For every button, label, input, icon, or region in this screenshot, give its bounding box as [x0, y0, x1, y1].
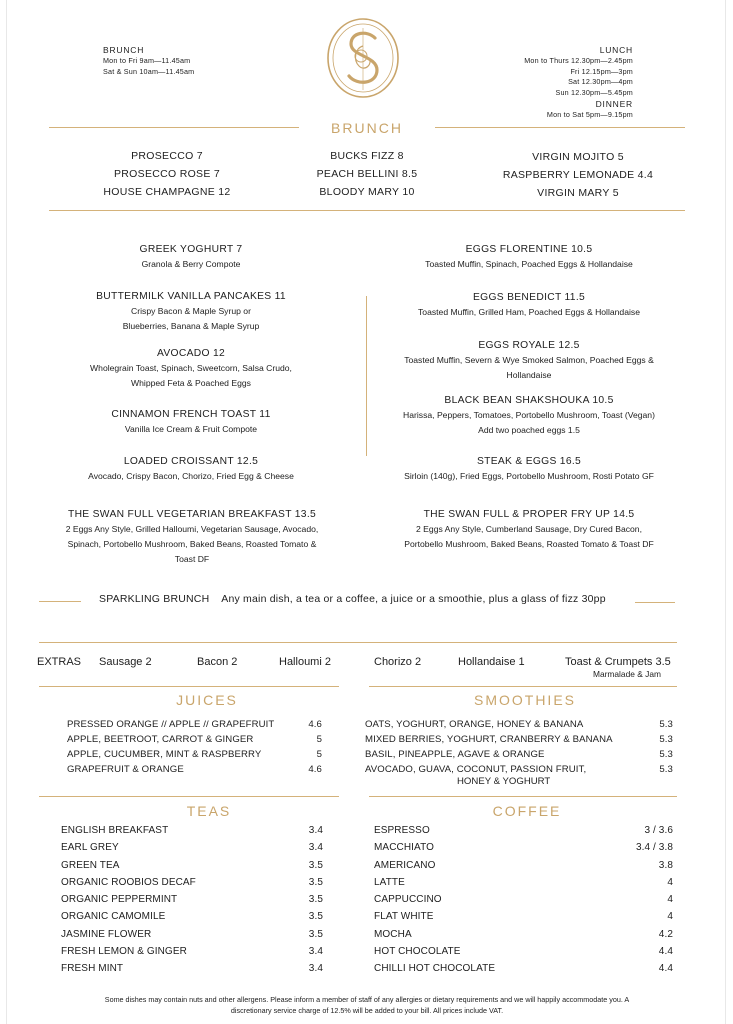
dish-title: EGGS BENEDICT 11.5 [472, 292, 586, 303]
dish-item [41, 347, 341, 391]
lunch-hours-heading: LUNCH [599, 45, 633, 55]
item-price: 4.2 [658, 928, 673, 940]
dish-desc: 2 Eggs Any Style, Cumberland Sausage, Dry Cured Bacon, [416, 524, 642, 534]
item-price: 4 [667, 876, 673, 888]
list-item [374, 926, 673, 943]
item-price: 4.4 [658, 946, 673, 958]
dish-item [41, 408, 341, 437]
divider [49, 127, 299, 128]
dish-desc: Crispy Bacon & Maple Syrup or [131, 306, 251, 316]
item-price: 5 [316, 734, 322, 745]
drinks-column-1 [67, 147, 267, 201]
lunch-hours-line: Fri 12.15pm—3pm [570, 66, 633, 76]
list-item [61, 839, 323, 856]
drink-item: BUCKS FIZZ 8 [330, 150, 404, 162]
divider [39, 796, 339, 797]
juices-list [67, 717, 322, 777]
list-item [67, 717, 322, 732]
lunch-dinner-hours [524, 44, 633, 121]
dish-desc: Blueberries, Banana & Maple Syrup [122, 321, 260, 331]
item-name: ESPRESSO [374, 825, 430, 836]
list-item [61, 960, 323, 977]
divider [39, 642, 677, 643]
item-price: 3.4 [308, 825, 323, 836]
dish-title: STEAK & EGGS 16.5 [476, 456, 582, 467]
dish-desc: 2 Eggs Any Style, Grilled Halloumi, Vegetarian Sausage, Avocado, [65, 524, 319, 534]
dish-title: BLACK BEAN SHAKSHOUKA 10.5 [444, 395, 614, 406]
dish-title: EGGS FLORENTINE 10.5 [465, 244, 593, 255]
item-price: 3.5 [308, 928, 323, 940]
item-price: 5.3 [659, 749, 673, 760]
coffee-list [374, 822, 673, 978]
drinks-column-3 [473, 148, 683, 202]
drink-item: RASPBERRY LEMONADE 4.4 [502, 169, 654, 181]
dish-item [379, 243, 679, 272]
drink-item: HOUSE CHAMPAGNE 12 [103, 186, 231, 198]
dish-desc: Toasted Muffin, Spinach, Poached Eggs & Hollandaise [425, 259, 633, 269]
dish-desc: Toasted Muffin, Severn & Wye Smoked Salmon, Poached Eggs & [404, 355, 654, 365]
extras-item: Bacon 2 [197, 656, 238, 668]
item-name: EARL GREY [61, 842, 119, 854]
drink-item: PROSECCO ROSE 7 [113, 168, 221, 180]
dinner-hours-line: Mon to Sat 5pm—9.15pm [546, 110, 633, 119]
drink-item: BLOODY MARY 10 [319, 186, 415, 198]
dish-item [379, 394, 679, 438]
dish-desc: Toasted Muffin, Grilled Ham, Poached Eggs & Hollandaise [418, 307, 640, 317]
extras-note: Marmalade & Jam [593, 669, 661, 679]
dish-desc: Whipped Feta & Poached Eggs [131, 378, 251, 388]
dish-item [41, 290, 341, 334]
item-name: APPLE, CUCUMBER, MINT & RASPBERRY [67, 749, 262, 760]
extras-item: Hollandaise 1 [458, 656, 525, 668]
lunch-hours-line: Mon to Thurs 12.30pm—2.45pm [524, 56, 633, 65]
dish-item [379, 508, 679, 552]
dinner-hours-heading: DINNER [595, 99, 633, 109]
dish-desc: Hollandaise [506, 370, 552, 380]
dish-desc: Avocado, Crispy Bacon, Chorizo, Fried Egg & Cheese [88, 471, 294, 481]
divider [635, 602, 675, 603]
list-item [374, 943, 673, 960]
dish-title: BUTTERMILK VANILLA PANCAKES 11 [96, 291, 286, 302]
dish-title: CINNAMON FRENCH TOAST 11 [111, 409, 271, 420]
lunch-hours-line: Sat 12.30pm—4pm [568, 77, 633, 86]
item-name: FLAT WHITE [374, 911, 434, 923]
divider [49, 210, 685, 211]
item-price: 5 [316, 749, 322, 760]
item-name: CAPPUCCINO [374, 894, 442, 906]
item-price: 3.4 [308, 946, 323, 958]
menu-page [6, 0, 726, 1024]
juices-title: JUICES [176, 692, 238, 708]
item-price: 3.4 [308, 963, 323, 975]
list-item [374, 874, 673, 891]
list-item [61, 926, 323, 943]
teas-title: TEAS [186, 803, 232, 819]
item-name: ENGLISH BREAKFAST [61, 825, 169, 836]
dish-title: THE SWAN FULL VEGETARIAN BREAKFAST 13.5 [67, 509, 317, 520]
extras-item: Chorizo 2 [374, 656, 422, 668]
footer-line: Some dishes may contain nuts and other allergens. Please inform a member of staff of any allergies or dietary requirements and we will happily accommodate you. A [104, 995, 630, 1004]
sparkling-brunch [99, 593, 606, 605]
dish-desc: Spinach, Portobello Mushroom, Baked Beans, Roasted Tomato & [67, 539, 317, 549]
list-item [374, 960, 673, 977]
dish-desc: Wholegrain Toast, Spinach, Sweetcorn, Salsa Crudo, [90, 363, 292, 373]
dish-desc: Granola & Berry Compote [141, 259, 241, 269]
brunch-section-title: BRUNCH [331, 120, 403, 136]
item-price: 5.3 [659, 764, 673, 775]
column-divider [366, 296, 367, 456]
item-name: APPLE, BEETROOT, CARROT & GINGER [67, 734, 254, 745]
list-item [374, 891, 673, 908]
item-name: FRESH MINT [61, 963, 124, 975]
smoothies-title: SMOOTHIES [473, 692, 576, 708]
item-name: JASMINE FLOWER [61, 928, 152, 940]
dish-title: EGGS ROYALE 12.5 [478, 340, 580, 351]
item-price: 4 [667, 911, 673, 923]
list-item [61, 822, 323, 839]
item-price: 3 / 3.6 [644, 825, 673, 836]
coffee-title: COFFEE [492, 803, 562, 819]
divider [369, 796, 677, 797]
drinks-column-2 [267, 147, 467, 201]
dish-desc: Sirloin (140g), Fried Eggs, Portobello Mushroom, Rosti Potato GF [404, 471, 654, 481]
sparkling-brunch-label: SPARKLING BRUNCH [99, 593, 210, 605]
list-item [61, 857, 323, 874]
item-price: 3.8 [658, 859, 673, 871]
dish-desc: Add two poached eggs 1.5 [478, 425, 580, 435]
item-price: 3.4 / 3.8 [635, 842, 673, 854]
item-price: 3.5 [308, 859, 323, 871]
allergen-footer [27, 994, 707, 1016]
dish-item [379, 291, 679, 320]
dish-item [379, 455, 679, 484]
dish-title: LOADED CROISSANT 12.5 [123, 456, 259, 467]
item-name: ORGANIC CAMOMILE [61, 911, 166, 923]
item-name: HOT CHOCOLATE [374, 946, 461, 958]
list-item [365, 747, 673, 762]
extras-item: Sausage 2 [99, 656, 152, 668]
list-item [365, 762, 673, 777]
dish-desc: Harissa, Peppers, Tomatoes, Portobello Mushroom, Toast (Vegan) [403, 410, 655, 420]
extras-label: EXTRAS [37, 656, 82, 668]
divider [435, 127, 685, 128]
dish-item [41, 455, 341, 484]
item-name: ORGANIC PEPPERMINT [61, 894, 178, 906]
dish-desc: Portobello Mushroom, Baked Beans, Roasted Tomato & Toast DF [404, 539, 654, 549]
dish-title: AVOCADO 12 [156, 348, 226, 359]
divider [39, 686, 339, 687]
item-price: 3.5 [308, 876, 323, 888]
teas-list [61, 822, 323, 978]
swan-monogram-logo-icon [325, 16, 401, 100]
list-item [61, 874, 323, 891]
drink-item: PEACH BELLINI 8.5 [316, 168, 418, 180]
extras-item: Toast & Crumpets 3.5 [565, 656, 671, 668]
dish-title: THE SWAN FULL & PROPER FRY UP 14.5 [423, 509, 635, 520]
extras-row [37, 656, 677, 686]
item-name: MACCHIATO [374, 842, 434, 854]
brunch-hours-line: Sat & Sun 10am—11.45am [103, 66, 195, 76]
dish-desc: Vanilla Ice Cream & Fruit Compote [124, 424, 258, 434]
divider [369, 686, 677, 687]
drink-item: PROSECCO 7 [131, 150, 203, 162]
divider [39, 601, 81, 602]
item-price: 3.5 [308, 911, 323, 923]
item-name: MOCHA [374, 928, 412, 940]
item-name: AMERICANO [374, 859, 436, 871]
dish-title: GREEK YOGHURT 7 [139, 244, 243, 255]
brunch-hours [103, 44, 194, 77]
item-name: CHILLI HOT CHOCOLATE [374, 963, 496, 975]
brunch-hours-line: Mon to Fri 9am—11.45am [103, 56, 191, 65]
item-name: OATS, YOGHURT, ORANGE, HONEY & BANANA [365, 719, 584, 730]
item-price: 4.6 [308, 719, 322, 730]
drink-item: VIRGIN MOJITO 5 [532, 151, 624, 163]
item-name: LATTE [374, 876, 405, 888]
list-item [67, 762, 322, 777]
item-price: 4 [667, 894, 673, 906]
item-name: BASIL, PINEAPPLE, AGAVE & ORANGE [365, 749, 545, 760]
item-name: GRAPEFRUIT & ORANGE [67, 764, 184, 775]
dish-item [379, 339, 679, 383]
dish-item [37, 508, 347, 567]
item-name: FRESH LEMON & GINGER [61, 946, 187, 958]
list-item [365, 717, 673, 732]
drink-item: VIRGIN MARY 5 [537, 187, 619, 199]
item-price: 3.4 [308, 842, 323, 854]
lunch-hours-line: Sun 12.30pm—5.45pm [555, 87, 633, 97]
item-price: 4.6 [308, 764, 322, 775]
list-item [61, 891, 323, 908]
item-price: 4.4 [658, 963, 673, 975]
item-price: 5.3 [659, 734, 673, 745]
extras-item: Halloumi 2 [279, 656, 331, 668]
item-price: 5.3 [659, 719, 673, 730]
dish-item [41, 243, 341, 272]
list-item [365, 732, 673, 747]
list-item [61, 943, 323, 960]
list-item [374, 839, 673, 856]
item-name: ORGANIC ROOBIOS DECAF [61, 876, 196, 888]
list-item [374, 908, 673, 925]
item-name: MIXED BERRIES, YOGHURT, CRANBERRY & BANANA [365, 734, 613, 745]
item-extra: HONEY & YOGHURT [457, 776, 551, 787]
item-price: 3.5 [308, 894, 323, 906]
list-item [374, 822, 673, 839]
dish-desc: Toast DF [174, 554, 210, 564]
item-name: GREEN TEA [61, 859, 120, 871]
smoothies-list [365, 717, 673, 787]
list-item [67, 732, 322, 747]
list-item [67, 747, 322, 762]
item-name: PRESSED ORANGE // APPLE // GRAPEFRUIT [67, 719, 275, 730]
list-item [374, 857, 673, 874]
footer-line: discretionary service charge of 12.5% will be added to your bill. All prices include VAT. [230, 1006, 504, 1015]
item-name: AVOCADO, GUAVA, COCONUT, PASSION FRUIT, [365, 764, 587, 775]
brunch-hours-heading: BRUNCH [103, 45, 145, 55]
sparkling-brunch-text: Any main dish, a tea or a coffee, a juice or a smoothie, plus a glass of fizz 30pp [221, 593, 606, 605]
list-item [61, 908, 323, 925]
